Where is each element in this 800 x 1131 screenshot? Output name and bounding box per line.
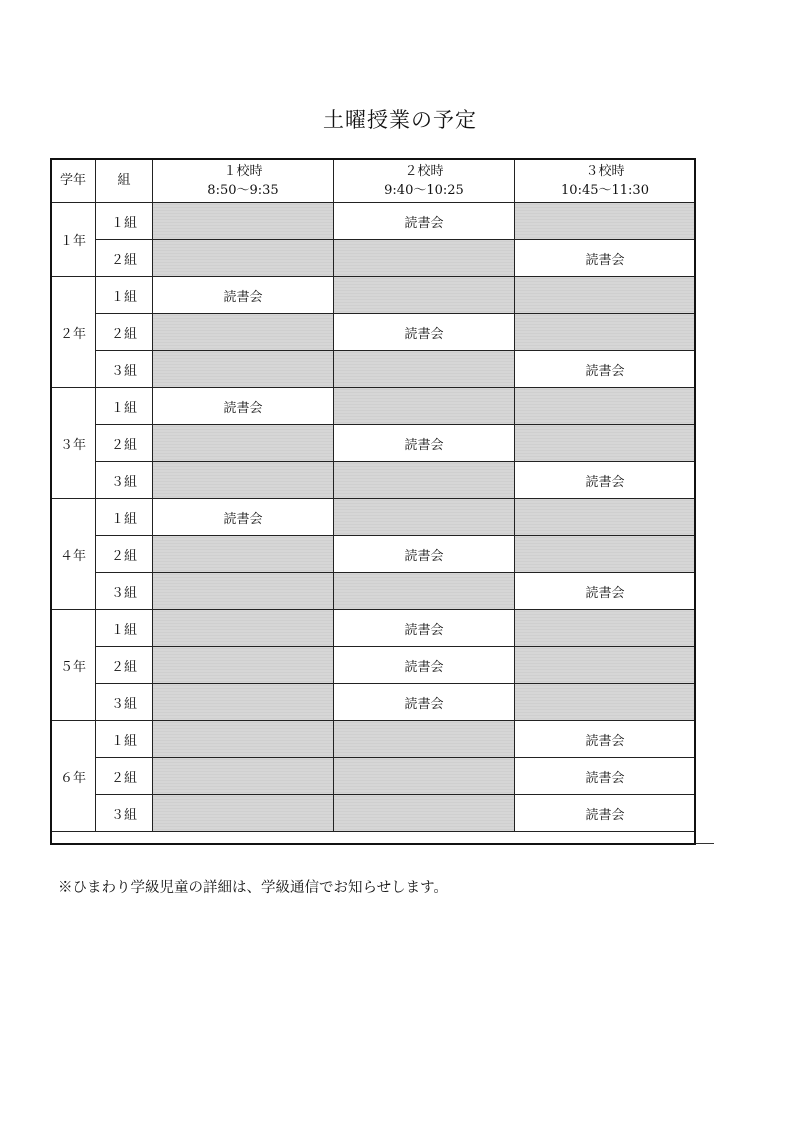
table-row bbox=[51, 610, 696, 647]
empty-shaded-cell bbox=[153, 203, 334, 240]
empty-shaded-cell bbox=[153, 573, 334, 610]
schedule-header bbox=[51, 159, 696, 203]
class-label: ２組 bbox=[96, 758, 153, 795]
class-label: ２組 bbox=[96, 536, 153, 573]
table-row bbox=[51, 277, 696, 314]
table-row bbox=[51, 721, 696, 758]
table-row bbox=[51, 758, 696, 795]
activity-cell: 読書会 bbox=[515, 240, 696, 277]
grade-label: １年 bbox=[51, 203, 96, 277]
empty-shaded-cell bbox=[153, 721, 334, 758]
table-row bbox=[51, 203, 696, 240]
empty-shaded-cell bbox=[334, 795, 515, 832]
empty-shaded-cell bbox=[515, 610, 696, 647]
class-label: ２組 bbox=[96, 425, 153, 462]
class-label: １組 bbox=[96, 388, 153, 425]
class-column-header: 組 bbox=[96, 159, 153, 203]
page-title: 土曜授業の予定 bbox=[323, 108, 477, 132]
stray-rule-line bbox=[696, 843, 714, 844]
period-2-name: ２校時 bbox=[404, 163, 444, 179]
period-1-name: １校時 bbox=[223, 163, 263, 179]
schedule-table bbox=[50, 158, 696, 832]
empty-shaded-cell bbox=[153, 647, 334, 684]
activity-cell: 読書会 bbox=[334, 425, 515, 462]
empty-shaded-cell bbox=[515, 203, 696, 240]
grade-label: ５年 bbox=[51, 610, 96, 721]
activity-cell: 読書会 bbox=[515, 721, 696, 758]
class-label: ３組 bbox=[96, 573, 153, 610]
table-row bbox=[51, 462, 696, 499]
activity-cell: 読書会 bbox=[153, 388, 334, 425]
empty-shaded-cell bbox=[153, 240, 334, 277]
empty-shaded-cell bbox=[334, 351, 515, 388]
empty-shaded-cell bbox=[153, 610, 334, 647]
class-label: ２組 bbox=[96, 240, 153, 277]
empty-shaded-cell bbox=[334, 721, 515, 758]
activity-cell: 読書会 bbox=[334, 610, 515, 647]
empty-shaded-cell bbox=[153, 351, 334, 388]
class-label: １組 bbox=[96, 721, 153, 758]
empty-shaded-cell bbox=[515, 277, 696, 314]
table-row bbox=[51, 573, 696, 610]
empty-shaded-cell bbox=[153, 425, 334, 462]
table-row bbox=[51, 684, 696, 721]
period-1-header bbox=[153, 159, 334, 203]
class-label: ３組 bbox=[96, 684, 153, 721]
activity-cell: 読書会 bbox=[515, 758, 696, 795]
grade-label: ４年 bbox=[51, 499, 96, 610]
table-row bbox=[51, 647, 696, 684]
activity-cell: 読書会 bbox=[153, 499, 334, 536]
grade-column-header: 学年 bbox=[51, 159, 96, 203]
empty-shaded-cell bbox=[515, 388, 696, 425]
activity-cell: 読書会 bbox=[515, 795, 696, 832]
table-row bbox=[51, 351, 696, 388]
period-3-time: 10:45～11:30 bbox=[561, 182, 649, 198]
empty-shaded-cell bbox=[153, 462, 334, 499]
period-2-time: 9:40～10:25 bbox=[384, 182, 464, 198]
activity-cell: 読書会 bbox=[153, 277, 334, 314]
empty-shaded-cell bbox=[515, 314, 696, 351]
empty-shaded-cell bbox=[515, 647, 696, 684]
class-label: １組 bbox=[96, 499, 153, 536]
table-row bbox=[51, 536, 696, 573]
empty-shaded-cell bbox=[515, 684, 696, 721]
class-label: ２組 bbox=[96, 314, 153, 351]
activity-cell: 読書会 bbox=[334, 314, 515, 351]
grade-label: ６年 bbox=[51, 721, 96, 832]
table-row bbox=[51, 795, 696, 832]
empty-shaded-cell bbox=[515, 499, 696, 536]
empty-shaded-cell bbox=[153, 314, 334, 351]
activity-cell: 読書会 bbox=[334, 536, 515, 573]
table-row bbox=[51, 499, 696, 536]
empty-shaded-cell bbox=[153, 536, 334, 573]
grade-label: ２年 bbox=[51, 277, 96, 388]
class-label: １組 bbox=[96, 203, 153, 240]
table-row bbox=[51, 388, 696, 425]
activity-cell: 読書会 bbox=[515, 351, 696, 388]
activity-cell: 読書会 bbox=[515, 573, 696, 610]
activity-cell: 読書会 bbox=[334, 684, 515, 721]
activity-cell: 読書会 bbox=[334, 203, 515, 240]
class-label: ３組 bbox=[96, 795, 153, 832]
empty-shaded-cell bbox=[153, 684, 334, 721]
table-row bbox=[51, 425, 696, 462]
activity-cell: 読書会 bbox=[515, 462, 696, 499]
empty-shaded-cell bbox=[515, 536, 696, 573]
empty-shaded-cell bbox=[153, 795, 334, 832]
empty-shaded-cell bbox=[334, 499, 515, 536]
table-row bbox=[51, 240, 696, 277]
empty-shaded-cell bbox=[334, 277, 515, 314]
empty-shaded-cell bbox=[334, 573, 515, 610]
class-label: ２組 bbox=[96, 647, 153, 684]
period-3-name: ３校時 bbox=[585, 163, 625, 179]
empty-shaded-cell bbox=[153, 758, 334, 795]
footnote: ※ひまわり学級児童の詳細は、学級通信でお知らせします。 bbox=[58, 880, 448, 896]
class-label: １組 bbox=[96, 610, 153, 647]
empty-shaded-cell bbox=[334, 462, 515, 499]
empty-shaded-cell bbox=[334, 758, 515, 795]
class-label: １組 bbox=[96, 277, 153, 314]
empty-shaded-cell bbox=[515, 425, 696, 462]
period-2-header bbox=[334, 159, 515, 203]
class-label: ３組 bbox=[96, 462, 153, 499]
grade-label: ３年 bbox=[51, 388, 96, 499]
schedule-body bbox=[51, 203, 696, 832]
table-row bbox=[51, 314, 696, 351]
period-3-header bbox=[515, 159, 696, 203]
empty-shaded-cell bbox=[334, 240, 515, 277]
class-label: ３組 bbox=[96, 351, 153, 388]
activity-cell: 読書会 bbox=[334, 647, 515, 684]
empty-shaded-cell bbox=[334, 388, 515, 425]
period-1-time: 8:50～9:35 bbox=[207, 182, 279, 198]
